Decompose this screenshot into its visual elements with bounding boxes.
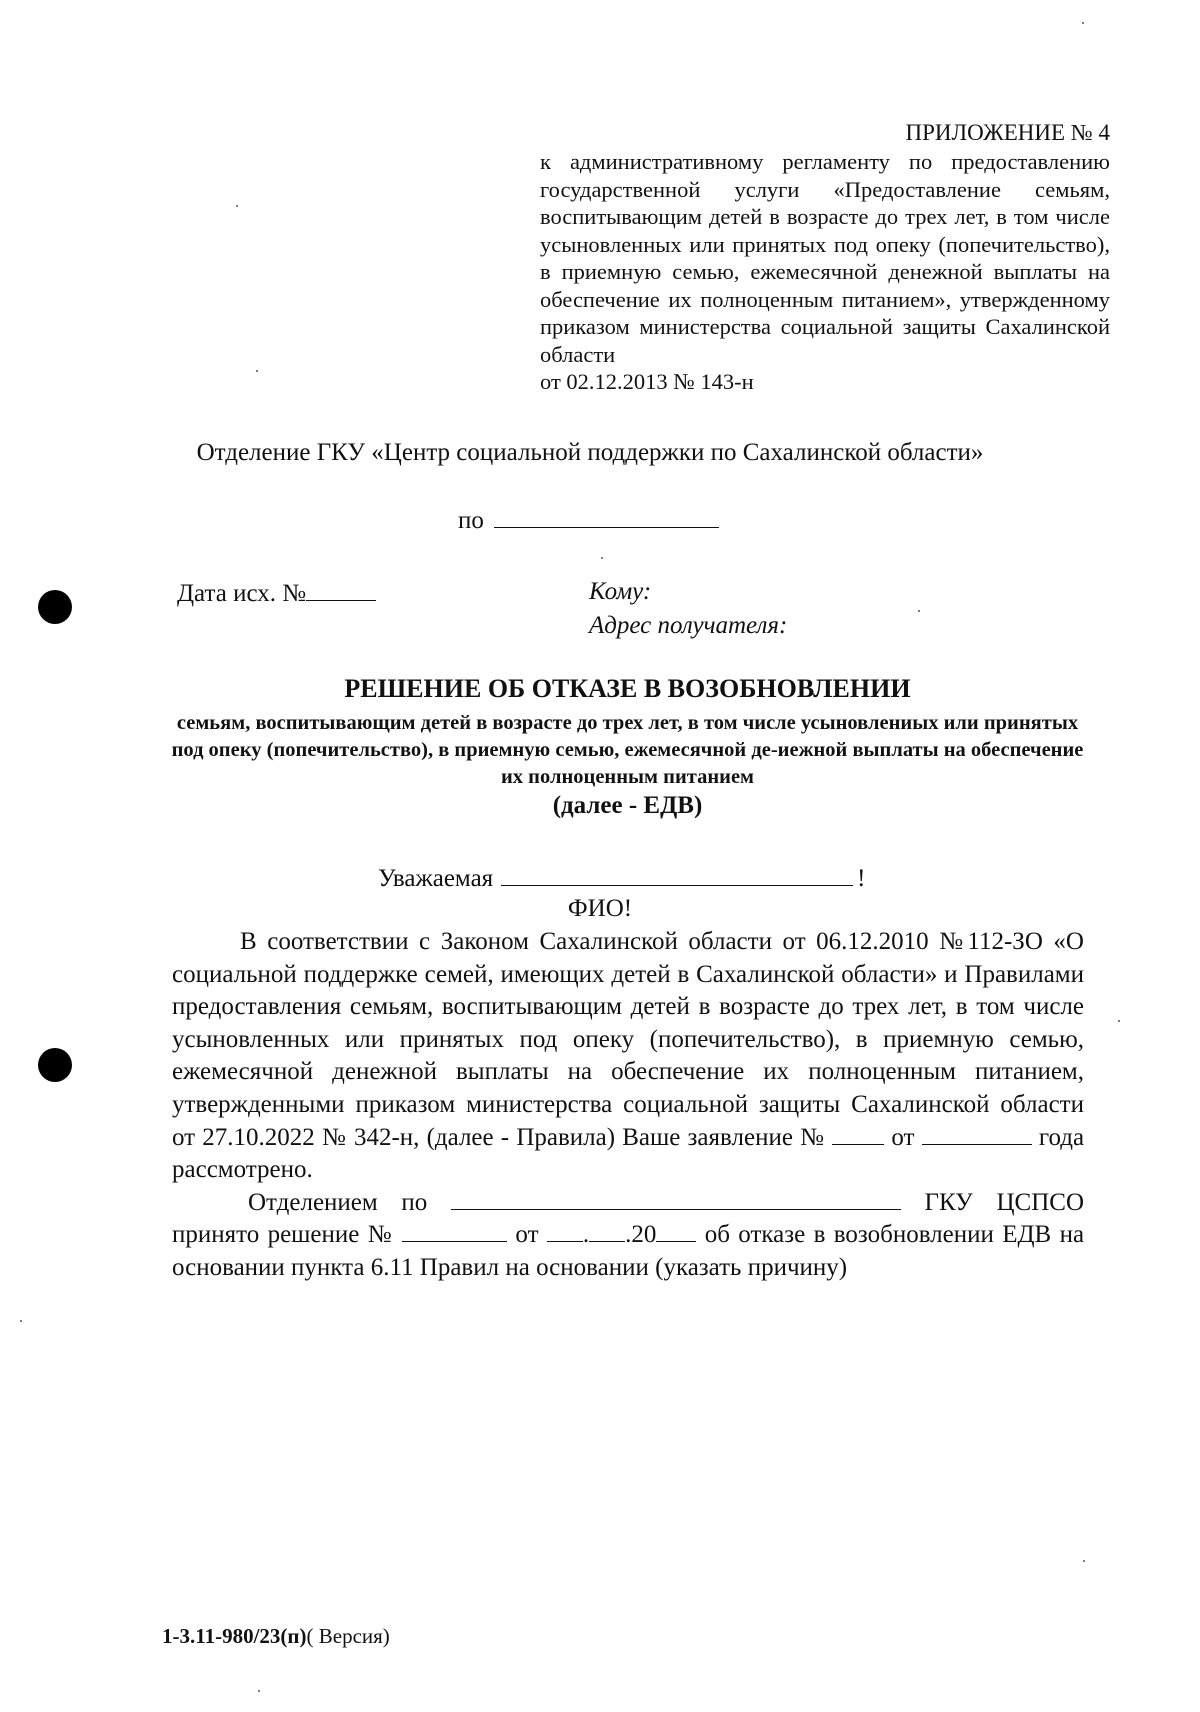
application-date-blank[interactable] — [922, 1124, 1032, 1145]
paragraph2-year-prefix: .20 — [625, 1221, 657, 1249]
outgoing-number — [177, 578, 376, 608]
scan-speck — [1118, 1020, 1120, 1022]
decision-month-blank[interactable] — [589, 1221, 625, 1242]
recipient-address-label: Адрес получателя: — [589, 612, 788, 639]
department-po-blank[interactable] — [494, 505, 719, 528]
scan-speck — [1083, 1560, 1085, 1562]
salutation-greeting: Уважаемая — [378, 865, 494, 892]
document-subheading: семьям, воспитывающим детей в возрасте до трех лет, в том числе усыновлениых или принятых под опеку (попечительство), в приемную семью, ежемесячной де-иежной выплаты на обеспечение их полноценным питанием — [171, 712, 1084, 788]
document-footer — [162, 1624, 390, 1649]
salutation-exclamation: ! — [857, 865, 866, 892]
appendix-text: к административному регламенту по предоставлению государственной услуги «Предоставление семьям, воспитывающим детей в возрасте до трех лет, в том числе усыновленных или принятых под опеку (попечительство), в приемную семью, ежемесячной денежной выплаты на обеспечение их полноценным питанием», утвержденному приказом министерства социальной защиты Сахалинской области — [540, 149, 1110, 367]
application-number-blank[interactable] — [832, 1124, 884, 1145]
outgoing-number-label: Дата исх. № — [177, 580, 307, 607]
scan-speck — [258, 1690, 260, 1692]
document-heading: РЕШЕНИЕ ОБ ОТКАЗЕ В ВОЗОБНОВЛЕНИИ — [344, 674, 911, 703]
paragraph1-end: года рассмотрено. — [172, 1123, 1085, 1184]
department-location-blank[interactable] — [451, 1189, 901, 1210]
appendix-title: ПРИЛОЖЕНИЕ № 4 — [905, 120, 1110, 145]
appendix-date-line: от 02.12.2013 № 143-н — [540, 369, 754, 394]
paragraph1-text: В соответствии с Законом Сахалинской области от 06.12.2010 №112-ЗО «О социальной поддержке семей, имеющих детей в Сахалинской области» и Правилами предоставления семьям, воспитывающим детей в возрасте до трех лет, в том числе усыновленных или принятых под опеку (попечительство), в приемную семью, ежемесячной денежной выплаты на обеспечение их полноценным питанием, утвержденными приказом министерства социальной защиты Сахалинской области от 27.10.2022 № 342-н, (далее - Правила) Ваше заявление № — [172, 928, 1084, 1151]
scan-speck — [1082, 22, 1084, 24]
salutation-name-blank[interactable] — [501, 863, 853, 886]
department-name: Отделение ГКУ «Центр социальной поддержки по Сахалинской области» — [196, 439, 984, 466]
paragraph2-text: Отделением по — [248, 1188, 428, 1216]
footer-version: ( Версия) — [306, 1624, 390, 1648]
paragraph2-end: об отказе в возобновлении ЕДВ на основании пункта 6.11 Правил на основании (указать причину) — [172, 1221, 1085, 1281]
scan-speck — [601, 557, 603, 559]
document-abbreviation: (далее - ЕДВ) — [552, 792, 703, 819]
footer-code: 1-3.11-980/23(п) — [162, 1624, 307, 1648]
decision-number-blank[interactable] — [402, 1221, 507, 1242]
recipient-to-label: Кому: — [589, 578, 652, 605]
outgoing-number-blank[interactable] — [306, 578, 376, 601]
decision-day-blank[interactable] — [547, 1221, 583, 1242]
paragraph2-dot: . — [582, 1221, 590, 1249]
decision-year-blank[interactable] — [656, 1221, 696, 1242]
paragraph1-ot: от — [891, 1123, 915, 1151]
paragraph2-middle: ГКУ ЦСПСО принято решение № — [172, 1188, 1084, 1249]
scan-speck — [20, 1320, 22, 1322]
paragraph-law-reference — [172, 926, 1084, 1187]
paragraph-decision — [172, 1187, 1084, 1285]
department-po-label: по — [458, 507, 484, 534]
department-po-line — [458, 505, 719, 535]
salutation-fio: ФИО! — [567, 895, 633, 922]
scan-speck — [256, 370, 258, 372]
paragraph2-ot: от — [515, 1221, 539, 1249]
punch-hole-top — [38, 590, 72, 624]
decision-body — [172, 926, 1084, 1285]
punch-hole-bottom — [38, 1048, 72, 1082]
salutation — [378, 863, 866, 893]
scan-speck — [918, 610, 920, 612]
scan-speck — [236, 205, 238, 207]
appendix-body — [540, 148, 1110, 396]
